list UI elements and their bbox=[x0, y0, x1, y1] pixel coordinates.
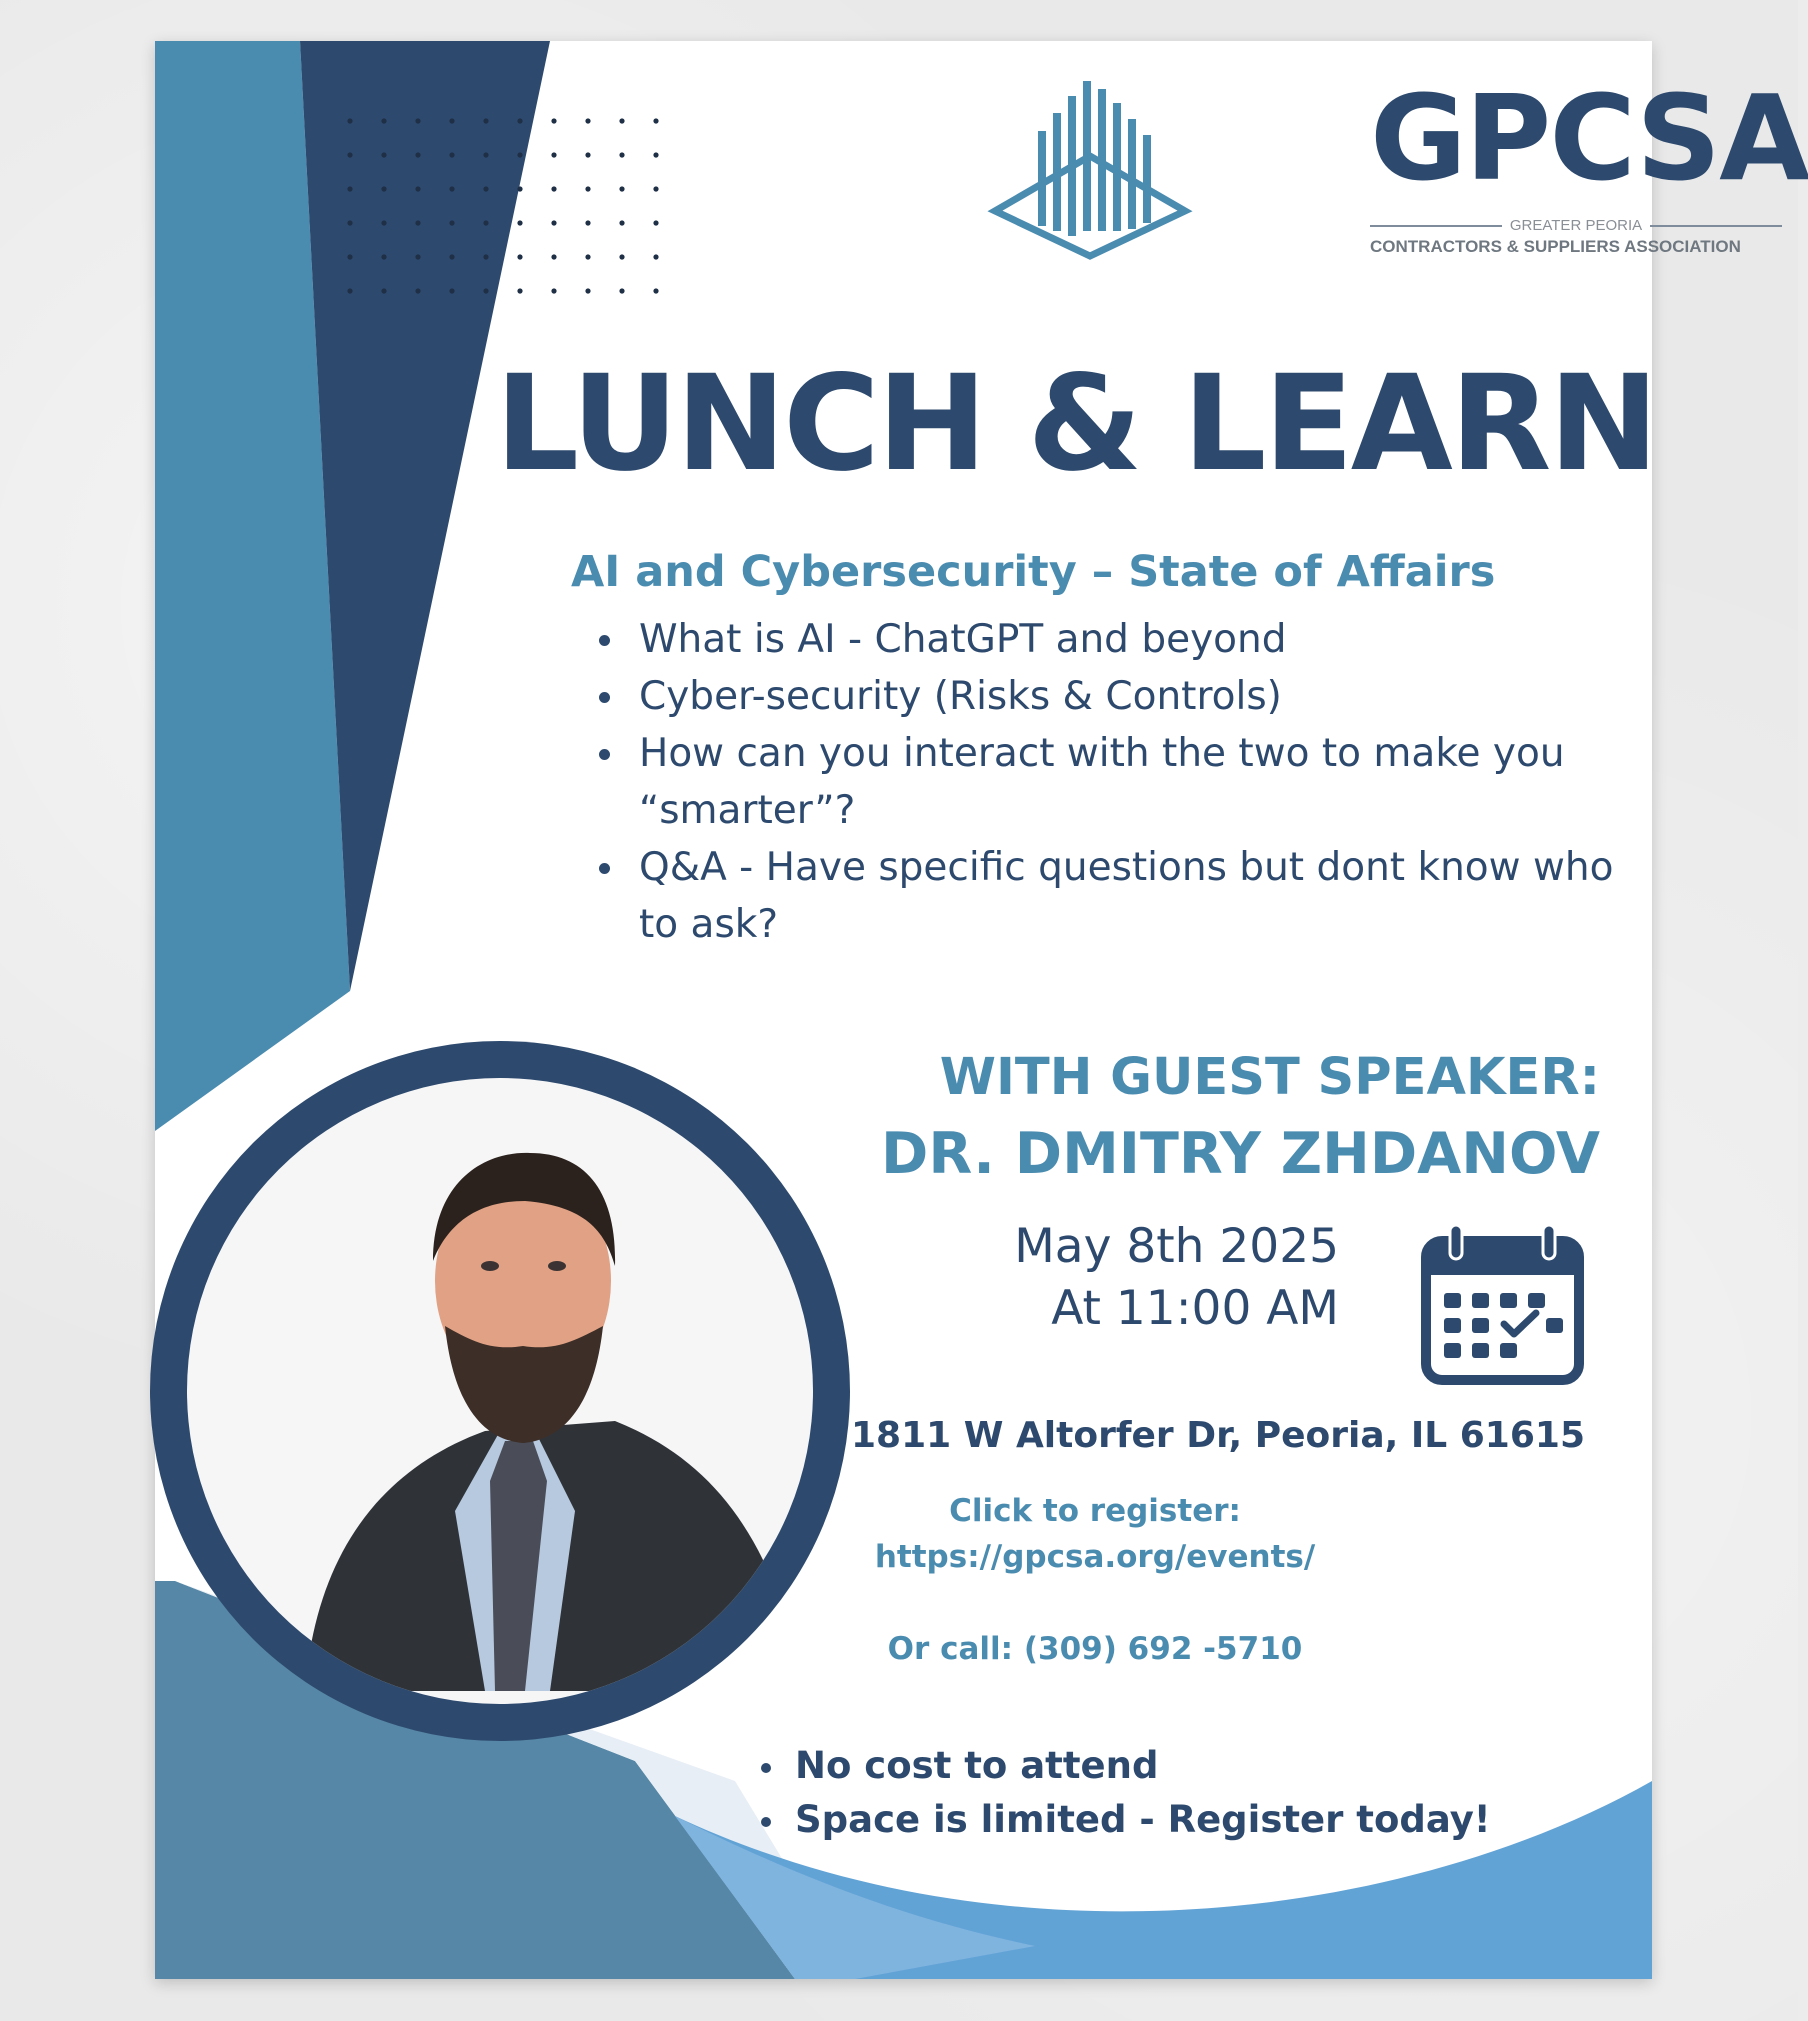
call-phone-number: Or call: (309) 692 -5710 bbox=[887, 1631, 1303, 1667]
building-diamond-icon bbox=[990, 71, 1190, 261]
guest-speaker-name: DR. DMITRY ZHDANOV bbox=[881, 1121, 1600, 1187]
logo-tagline-top-text: GREATER PEORIA bbox=[1509, 217, 1643, 234]
background-decoration bbox=[155, 41, 1656, 1979]
event-flyer bbox=[155, 41, 1808, 1979]
calendar-check-icon bbox=[1420, 1221, 1585, 1386]
event-date: May 8th 2025 bbox=[1014, 1219, 1339, 1274]
event-time: At 11:00 AM bbox=[1051, 1281, 1339, 1336]
note-item: No cost to attend bbox=[755, 1739, 1555, 1793]
topic-item: Cyber-security (Risks & Controls) bbox=[587, 668, 1647, 725]
logo-wordmark: GPCSA bbox=[1370, 69, 1808, 207]
guest-speaker-label: WITH GUEST SPEAKER: bbox=[939, 1048, 1600, 1107]
gpcsa-logo bbox=[990, 61, 1808, 266]
topic-item: What is AI - ChatGPT and beyond bbox=[587, 611, 1647, 668]
topic-item: Q&A - Have specific questions but dont know who to ask? bbox=[587, 839, 1647, 953]
register-link[interactable]: https://gpcsa.org/events/ bbox=[874, 1539, 1316, 1575]
event-address: 1811 W Altorfer Dr, Peoria, IL 61615 bbox=[850, 1415, 1585, 1456]
topic-item: How can you interact with the two to make you “smarter”? bbox=[587, 725, 1647, 839]
topic-list bbox=[587, 611, 1647, 953]
notes-list bbox=[755, 1739, 1555, 1847]
register-label: Click to register: bbox=[949, 1493, 1241, 1529]
note-item: Space is limited - Register today! bbox=[755, 1793, 1555, 1847]
event-subtitle: AI and Cybersecurity – State of Affairs bbox=[571, 547, 1496, 597]
logo-tagline-top bbox=[1370, 217, 1782, 234]
event-title: LUNCH & LEARN bbox=[495, 347, 1656, 501]
logo-tagline-bottom: CONTRACTORS & SUPPLIERS ASSOCIATION bbox=[1370, 237, 1741, 256]
